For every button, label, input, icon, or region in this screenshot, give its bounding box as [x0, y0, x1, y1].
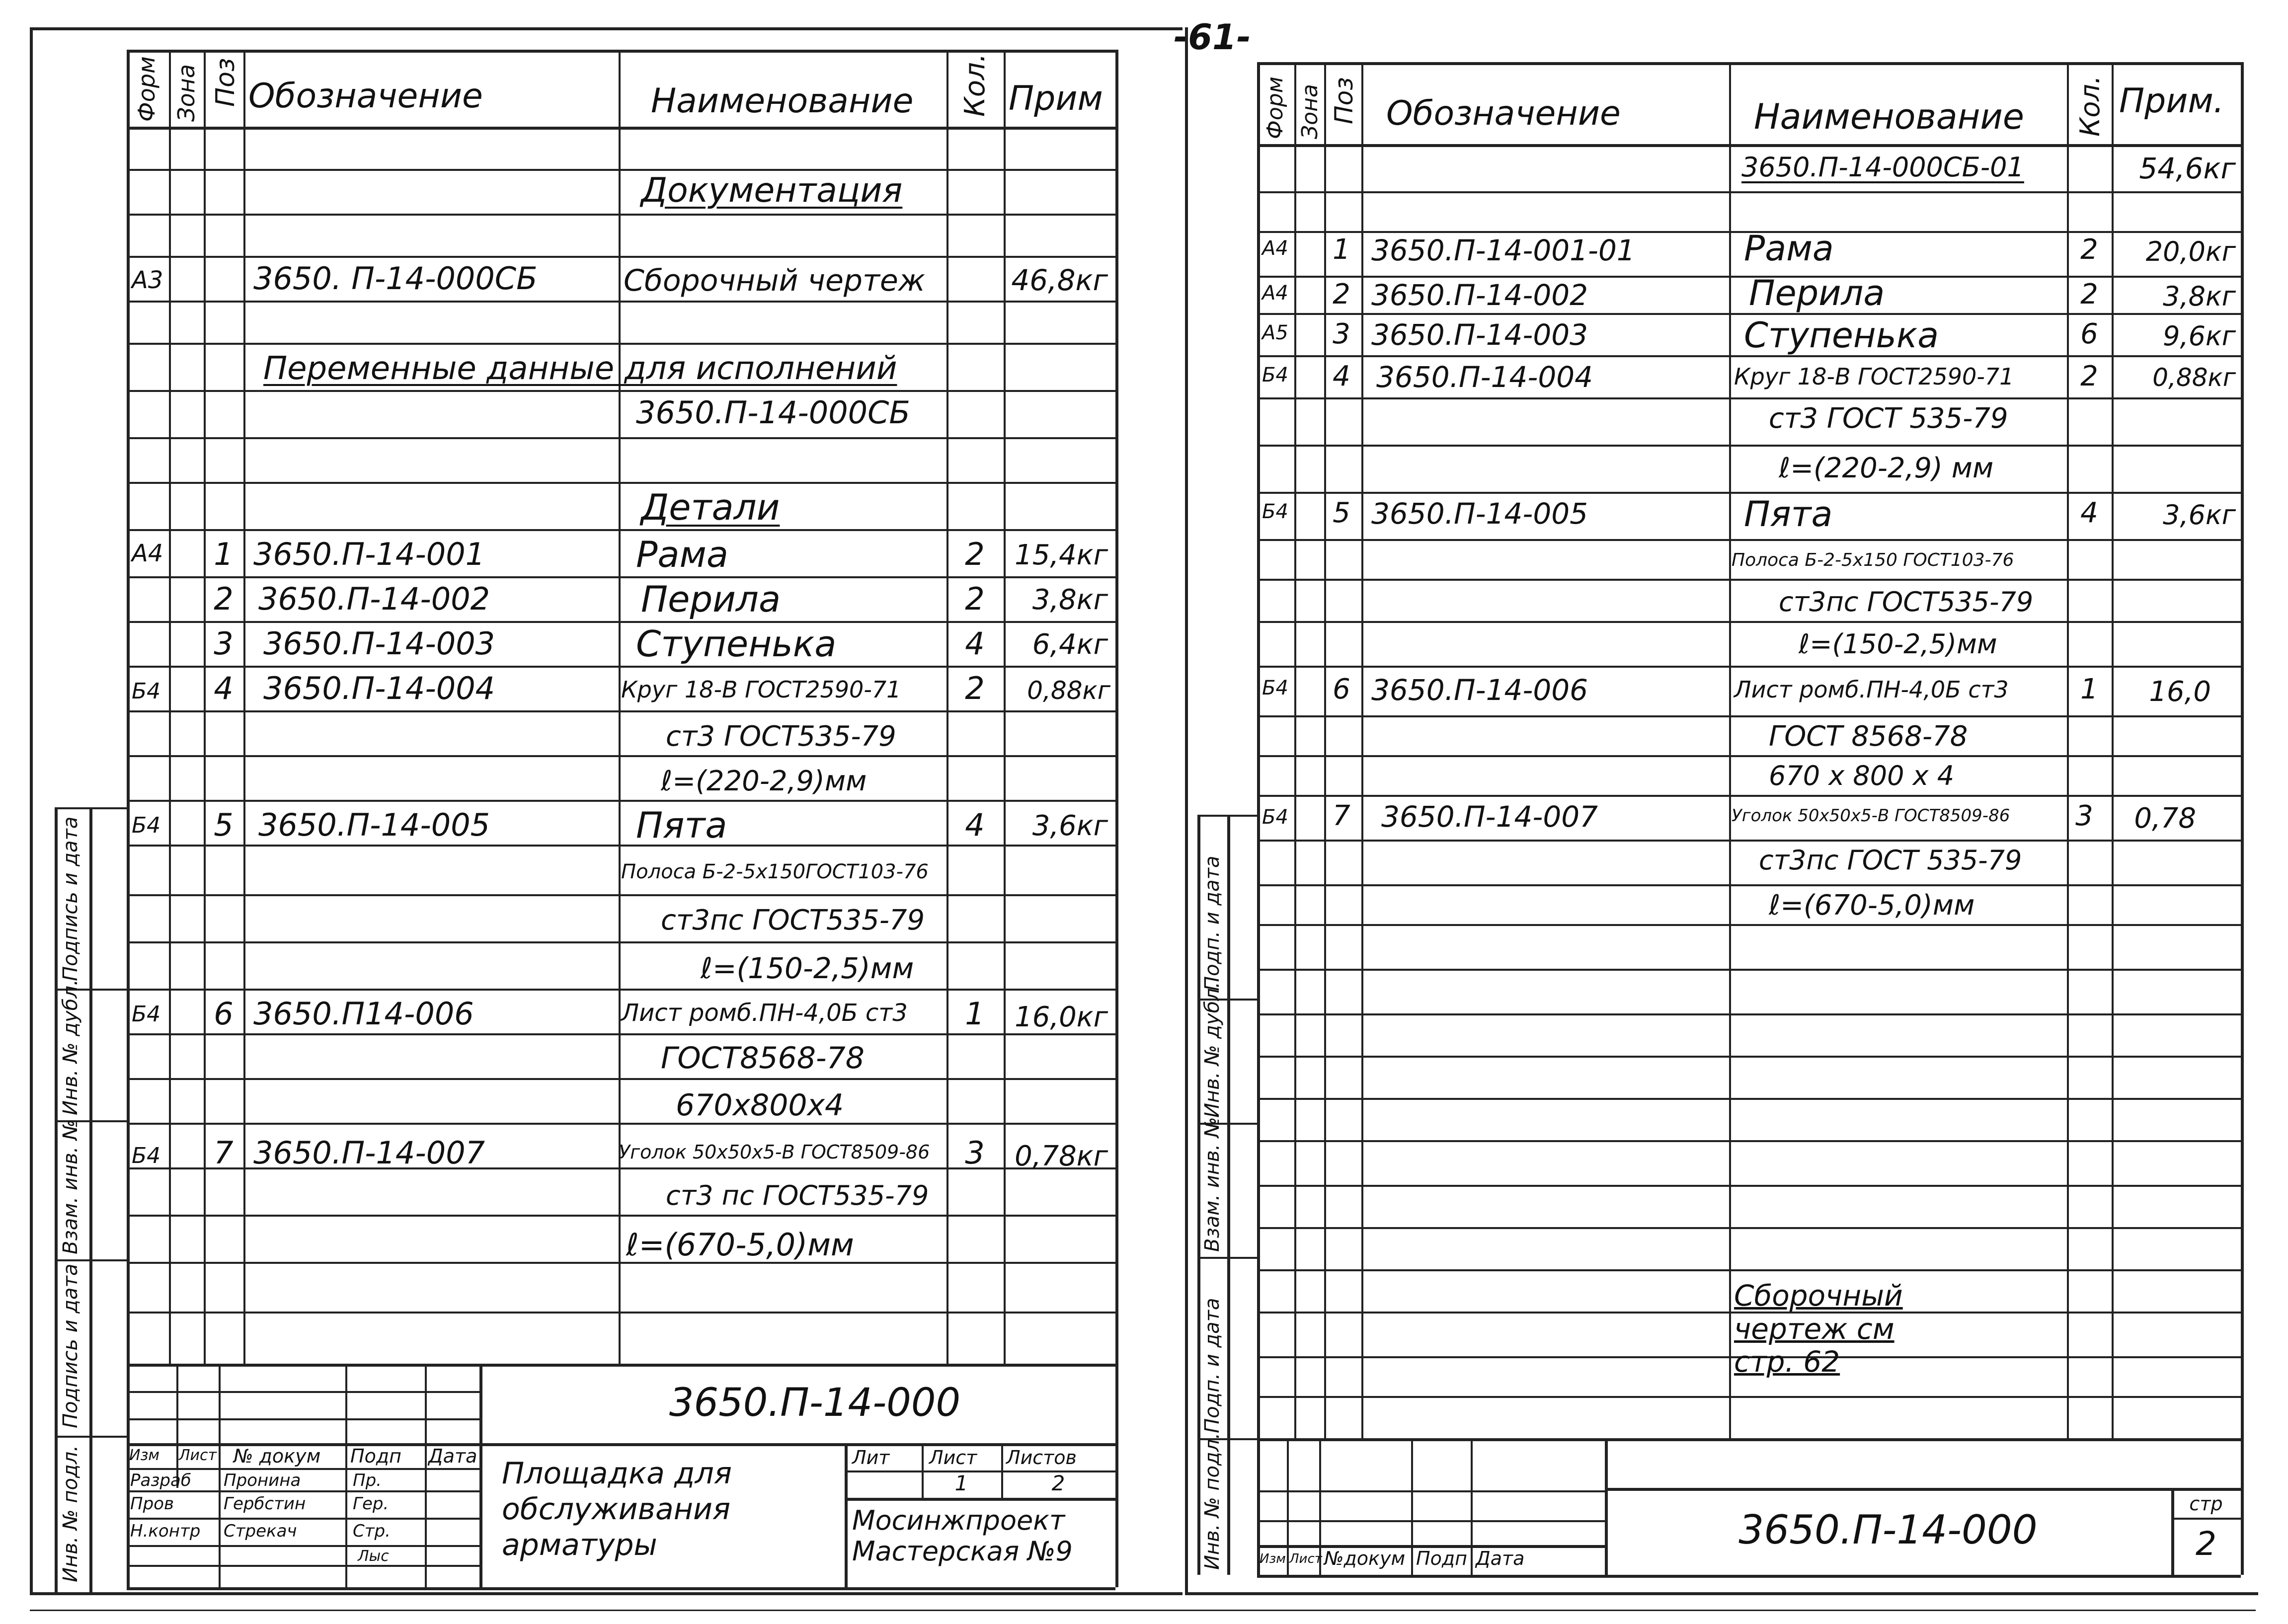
cell-name: Круг 18-В ГОСТ2590-71	[621, 676, 901, 703]
cell-designation: 3650.П-14-003	[1371, 318, 1588, 352]
side-label-sign-date: Подп. и дата	[1201, 1298, 1224, 1433]
cell-pos: 2	[214, 581, 234, 617]
cell-format: А4	[1262, 282, 1288, 305]
variant-designation: 3650.П-14-000СБ-01	[1741, 152, 2024, 183]
cell-designation: 3650.П-14-004	[263, 670, 495, 706]
cell-note: 3,6кг	[1032, 810, 1108, 842]
cell-name: ст3 пс ГОСТ535-79	[666, 1180, 929, 1211]
col-podp: Подп	[350, 1445, 401, 1467]
page-number: -61-	[1174, 17, 1251, 58]
doc-code: 3650.П-14-000	[669, 1381, 961, 1425]
cell-name: Полоса Б-2-5х150 ГОСТ103-76	[1732, 550, 2014, 570]
side-label-vzam-inv: Взам. инв. №	[59, 1119, 82, 1254]
cell-note: 6,4кг	[1032, 628, 1108, 661]
cell-designation: 3650.П-14-002	[1371, 278, 1588, 312]
header-designation: Обозначение	[248, 77, 483, 116]
side-label-vzam-inv: Взам. инв. №	[1201, 1117, 1224, 1252]
cell-designation: 3650.П14-006	[253, 996, 474, 1032]
header-format: Форм	[1262, 77, 1288, 139]
cell-note: 0,78кг	[1015, 1140, 1108, 1172]
cell-name: 670х800х4	[676, 1088, 844, 1123]
cell-name: 670 х 800 х 4	[1769, 760, 1955, 791]
cell-name: ст3пс ГОСТ535-79	[661, 904, 925, 936]
cell-pos: 5	[214, 807, 234, 843]
cell-name: ст3пс ГОСТ 535-79	[1759, 845, 2022, 876]
header-qty: Кол.	[959, 53, 991, 117]
cell-name: Лист ромб.ПН-4,0Б ст3	[621, 999, 908, 1027]
person-name: Гербстин	[224, 1494, 306, 1514]
cell-pos: 6	[214, 996, 234, 1032]
cell-name: Ступенька	[636, 623, 837, 665]
sheets-count: 2	[1051, 1471, 1065, 1495]
side-label-inv-podl: Инв. № подл.	[1201, 1433, 1224, 1570]
cell-pos: 2	[1333, 278, 1350, 310]
side-label-inv-podl: Инв. № подл.	[59, 1445, 82, 1582]
cell-format: А3	[132, 266, 163, 294]
cell-format: Б4	[1262, 364, 1288, 387]
side-label-inv-dubl: Инв. № дубл.	[59, 979, 82, 1115]
cell-format: Б4	[132, 679, 161, 704]
cell-pos: 7	[1333, 800, 1350, 832]
col-izm: Изм	[1260, 1551, 1286, 1566]
cell-note: 16,0кг	[1015, 1001, 1108, 1033]
cell-note: 0,78	[2134, 802, 2196, 835]
cell-name: ст3пс ГОСТ535-79	[1779, 586, 2034, 618]
cell-designation: 3650.П-14-006	[1371, 673, 1588, 707]
cell-format: А4	[1262, 237, 1288, 260]
person-name: Стрекач	[224, 1521, 297, 1541]
col-data: Дата	[428, 1445, 477, 1467]
cell-name: Пята	[1744, 494, 1833, 535]
cell-name: ℓ=(670-5,0)мм	[626, 1227, 854, 1263]
cell-name: Рама	[636, 534, 728, 575]
cell-name: Лист ромб.ПН-4,0Б ст3	[1734, 676, 2009, 703]
cell-designation: 3650. П-14-000СБ	[253, 260, 538, 297]
cell-name: ℓ=(220-2,9) мм	[1779, 452, 1994, 484]
lit-label: Лит	[852, 1447, 890, 1469]
side-label-sign-date: Подпись и дата	[59, 816, 82, 981]
header-note: Прим	[1009, 79, 1103, 118]
sheet-label: Лист	[929, 1447, 977, 1469]
sheets-label: Листов	[1006, 1447, 1077, 1469]
cell-name: 3650.П-14-000СБ	[636, 394, 910, 431]
cell-note: 20,0кг	[2145, 236, 2236, 267]
cell-pos: 4	[214, 670, 234, 706]
cell-qty: 6	[2080, 318, 2098, 350]
col-ndokum: №докум	[1324, 1547, 1406, 1569]
cell-designation: 3650.П-14-002	[258, 581, 490, 617]
cell-qty: 4	[965, 807, 985, 843]
col-list: Лист	[1289, 1551, 1322, 1566]
header-pos: Поз	[1330, 77, 1358, 124]
cell-format: Б4	[1262, 677, 1288, 699]
cell-designation: 3650.П-14-005	[258, 807, 490, 843]
col-podp: Подп	[1416, 1547, 1467, 1569]
cell-designation: 3650.П-14-003	[263, 625, 495, 662]
cell-designation: 3650.П-14-001-01	[1371, 233, 1635, 267]
cell-name: ст3 ГОСТ535-79	[666, 720, 896, 753]
role-nkontr: Н.контр	[130, 1521, 201, 1541]
section-documentation: Документация	[641, 171, 903, 210]
doc-code: 3650.П-14-000	[1738, 1507, 2038, 1553]
cell-qty: 2	[965, 581, 985, 617]
cell-format: А5	[1262, 321, 1288, 344]
header-designation: Обозначение	[1386, 94, 1621, 133]
cell-pos: 4	[1333, 360, 1350, 392]
person-sign: Пр.	[353, 1470, 382, 1490]
header-name: Наименование	[1754, 96, 2024, 137]
section-variable-data: Переменные данные для исполнений	[263, 350, 897, 387]
cell-pos: 3	[214, 625, 234, 662]
page-number-box: 2	[2196, 1525, 2216, 1563]
cell-designation: 3650.П-14-007	[253, 1135, 485, 1171]
col-data: Дата	[1476, 1547, 1525, 1569]
cell-note: 0,88кг	[2152, 363, 2236, 392]
cell-note: 46,8кг	[1011, 263, 1108, 297]
cell-qty: 4	[965, 625, 985, 662]
cell-note: 9,6кг	[2163, 320, 2236, 352]
section-details: Детали	[641, 486, 780, 528]
side-label-sign-date: Подпись и дата	[59, 1263, 82, 1428]
extra-sign: Лыс	[358, 1547, 389, 1565]
cell-name: ℓ=(150-2,5)мм	[1799, 628, 1997, 660]
header-note: Прим.	[2119, 81, 2224, 121]
cell-format: Б4	[1262, 806, 1288, 829]
cell-pos: 1	[214, 536, 234, 572]
cell-name: ℓ=(150-2,5)мм	[701, 951, 914, 985]
cell-name: ГОСТ 8568-78	[1769, 720, 1968, 753]
cell-format: Б4	[132, 1002, 161, 1027]
cell-designation: 3650.П-14-005	[1371, 497, 1588, 531]
header-name: Наименование	[651, 81, 914, 121]
cell-qty: 2	[2080, 360, 2098, 392]
cell-name: Полоса Б-2-5х150ГОСТ103-76	[621, 860, 929, 883]
header-zone: Зона	[1297, 84, 1323, 139]
cell-pos: 1	[1333, 233, 1350, 266]
cell-name: ℓ=(220-2,9)мм	[661, 765, 867, 797]
cell-pos: 6	[1333, 673, 1350, 705]
cell-designation: 3650.П-14-007	[1381, 800, 1598, 834]
header-zone: Зона	[173, 64, 200, 122]
role-prov: Пров	[130, 1494, 174, 1514]
drawing-title: Площадка для обслуживания арматуры	[502, 1456, 732, 1562]
page-label: стр	[2189, 1493, 2223, 1515]
cell-note: 3,8кг	[1032, 584, 1108, 616]
cell-qty: 3	[2075, 800, 2093, 832]
cell-designation: 3650.П-14-001	[253, 536, 485, 572]
col-ndokum: № докум	[234, 1445, 321, 1467]
cell-format: А4	[132, 540, 163, 567]
col-list: Лист	[179, 1447, 217, 1464]
person-sign: Гер.	[353, 1494, 389, 1514]
cell-name: Перила	[641, 578, 781, 620]
person-sign: Стр.	[353, 1521, 391, 1541]
cell-pos: 5	[1333, 497, 1350, 529]
person-name: Пронина	[224, 1470, 301, 1490]
cell-name: Сборочный чертеж	[624, 263, 925, 298]
cell-name: Пята	[636, 804, 727, 846]
role-razrab: Разраб	[130, 1470, 191, 1490]
cell-qty: 2	[965, 536, 985, 572]
header-format: Форм	[133, 56, 160, 122]
col-izm: Изм	[129, 1447, 160, 1464]
cell-name: ст3 ГОСТ 535-79	[1769, 402, 2008, 435]
cell-format: Б4	[1262, 500, 1288, 523]
cell-name: Уголок 50х50х5-В ГОСТ8509-86	[619, 1141, 930, 1163]
cell-note: 15,4кг	[1015, 539, 1108, 571]
cell-qty: 1	[2080, 673, 2098, 705]
cell-qty: 4	[2080, 497, 2098, 529]
cell-format: Б4	[132, 1143, 161, 1168]
cell-name: ℓ=(670-5,0)мм	[1769, 889, 1975, 922]
cell-qty: 2	[2080, 233, 2098, 266]
assembly-drawing-note: Сборочный чертеж см стр. 62	[1734, 1279, 1903, 1379]
sheet-number: 1	[954, 1471, 968, 1495]
side-label-inv-dubl: Инв. № дубл.	[1201, 982, 1224, 1118]
cell-note: 3,8кг	[2163, 281, 2236, 312]
cell-name: Перила	[1749, 273, 1885, 313]
cell-note: 3,6кг	[2163, 499, 2236, 531]
cell-qty: 2	[2080, 278, 2098, 310]
cell-format: Б4	[132, 813, 161, 838]
cell-note: 16,0	[2149, 676, 2211, 708]
organization: Мосинжпроект Мастерская №9	[852, 1505, 1073, 1567]
cell-pos: 3	[1333, 318, 1350, 350]
cell-name: Уголок 50х50х5-В ГОСТ8509-86	[1732, 806, 2010, 826]
cell-qty: 3	[965, 1135, 985, 1171]
cell-name: Ступенька	[1744, 315, 1939, 356]
cell-name: Круг 18-В ГОСТ2590-71	[1734, 363, 2014, 390]
cell-qty: 1	[965, 996, 985, 1032]
cell-pos: 7	[214, 1135, 234, 1171]
cell-name: Рама	[1744, 228, 1834, 269]
side-label-sign-date: Подп. и дата	[1201, 855, 1224, 991]
cell-qty: 2	[965, 670, 985, 706]
cell-note: 0,88кг	[1027, 676, 1110, 705]
cell-note: 54,6кг	[2139, 152, 2236, 185]
header-pos: Поз	[211, 58, 240, 107]
cell-name: ГОСТ8568-78	[661, 1041, 865, 1076]
cell-designation: 3650.П-14-004	[1376, 360, 1593, 394]
header-qty: Кол.	[2074, 75, 2106, 137]
